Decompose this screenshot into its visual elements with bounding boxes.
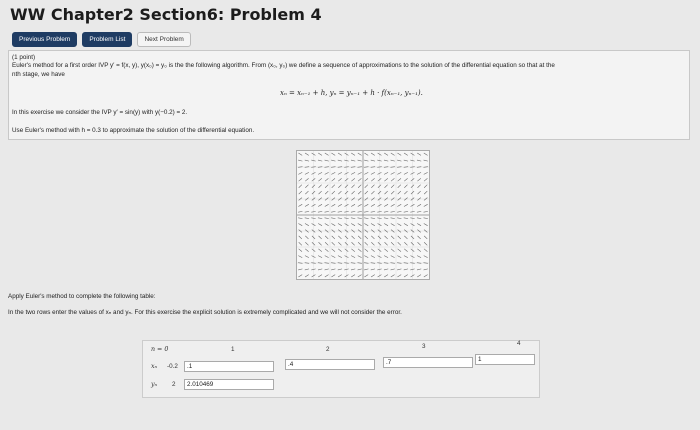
slope-segment: [404, 249, 407, 252]
slope-segment: [332, 191, 335, 194]
y-row-label: yₙ: [151, 381, 158, 388]
slope-segment: [298, 211, 302, 212]
slope-segment: [371, 172, 375, 174]
slope-segment: [305, 160, 309, 161]
slope-segment: [424, 172, 428, 174]
slope-segment: [391, 172, 395, 174]
slope-segment: [331, 204, 335, 206]
slope-segment: [305, 204, 309, 206]
slope-segment: [418, 191, 421, 194]
y0-value: 2: [172, 381, 176, 388]
slope-segment: [319, 236, 322, 239]
x0-value: -0.2: [167, 363, 178, 370]
slope-segment: [305, 242, 308, 245]
slope-segment: [384, 218, 388, 219]
slope-segment: [391, 275, 395, 277]
x-row-label: xₙ: [151, 363, 158, 370]
slope-segment: [358, 242, 361, 245]
slope-segment: [325, 242, 328, 245]
slope-segment: [385, 236, 388, 239]
slope-segment: [305, 256, 309, 258]
slope-segment: [299, 178, 302, 181]
slope-segment: [305, 191, 308, 194]
slope-segment: [384, 204, 388, 206]
slope-segment: [305, 275, 309, 277]
slope-segment: [332, 178, 335, 181]
slope-segment: [338, 172, 342, 174]
slope-segment: [318, 269, 322, 270]
slope-segment: [371, 185, 374, 188]
slope-segment: [391, 178, 394, 181]
slope-segment: [358, 256, 362, 258]
slope-segment: [325, 275, 329, 277]
note-text: In the two rows enter the values of xₙ and yₙ. For this exercise the explicit solution is extremely complicated and we will not consider the error.: [8, 309, 402, 316]
slope-segment: [364, 211, 368, 212]
slope-segment: [352, 191, 355, 194]
slope-segment: [338, 218, 342, 219]
slope-segment: [417, 256, 421, 258]
slope-segment: [338, 178, 341, 181]
slope-segment: [318, 218, 322, 219]
slope-segment: [325, 256, 329, 258]
slope-segment: [397, 269, 401, 270]
slope-segment: [351, 160, 355, 161]
slope-segment: [371, 269, 375, 270]
slope-segment: [351, 211, 355, 212]
slope-segment: [391, 249, 394, 252]
slope-segment: [417, 153, 421, 155]
slope-segment: [424, 236, 427, 239]
slope-segment: [385, 191, 388, 194]
slope-segment: [385, 185, 388, 188]
slope-segment: [371, 275, 375, 277]
slope-segment: [384, 178, 387, 181]
slope-segment: [351, 249, 354, 252]
slope-segment: [298, 160, 302, 161]
previous-problem-button[interactable]: Previous Problem: [12, 32, 77, 47]
points-label: (1 point): [12, 54, 36, 61]
slope-segment: [364, 218, 368, 219]
slope-segment: [351, 178, 354, 181]
slope-segment: [384, 211, 388, 212]
slope-segment: [299, 249, 302, 252]
slope-segment: [299, 242, 302, 245]
col-header-2: 2: [326, 346, 330, 353]
slope-segment: [305, 224, 309, 226]
slope-segment: [365, 191, 368, 194]
slope-segment: [418, 242, 421, 245]
slope-segment: [417, 275, 421, 277]
slope-segment: [404, 224, 408, 226]
slope-segment: [358, 236, 361, 239]
slope-segment: [298, 218, 302, 219]
col-header-4: 4: [517, 340, 521, 347]
slope-segment: [331, 275, 335, 277]
slope-segment: [298, 204, 302, 206]
slope-segment: [418, 185, 421, 188]
slope-segment: [351, 275, 355, 277]
slope-segment: [424, 191, 427, 194]
intro-text-continued: nth stage, we have: [12, 71, 65, 78]
slope-segment: [325, 236, 328, 239]
slope-segment: [325, 191, 328, 194]
slope-segment: [424, 178, 427, 181]
slope-segment: [364, 153, 368, 155]
slope-segment: [351, 256, 355, 258]
slope-segment: [358, 269, 362, 270]
slope-segment: [384, 275, 388, 277]
slope-segment: [424, 204, 428, 206]
slope-segment: [398, 185, 401, 188]
slope-segment: [352, 236, 355, 239]
slope-segment: [358, 160, 362, 161]
slope-segment: [391, 204, 395, 206]
slope-segment: [397, 172, 401, 174]
slope-segment: [298, 256, 302, 258]
slope-segment: [338, 269, 342, 270]
slope-segment: [410, 218, 414, 219]
x4-input[interactable]: 1: [475, 354, 535, 365]
slope-segment: [398, 191, 401, 194]
slope-segment: [344, 218, 348, 219]
slope-segment: [397, 160, 401, 161]
slope-segment: [424, 249, 427, 252]
slope-segment: [319, 191, 322, 194]
slope-segment: [318, 153, 322, 155]
slope-segment: [404, 204, 408, 206]
slope-segment: [424, 185, 427, 188]
slope-segment: [305, 153, 309, 155]
slope-segment: [338, 160, 342, 161]
slope-segment: [325, 269, 329, 270]
slope-segment: [417, 269, 421, 270]
slope-segment: [404, 185, 407, 188]
slope-segment: [331, 172, 335, 174]
slope-segment: [384, 172, 388, 174]
slope-segment: [371, 211, 375, 212]
slope-segment: [365, 178, 368, 181]
slope-segment: [364, 172, 368, 174]
slope-segment: [364, 256, 368, 258]
slope-segment: [358, 204, 362, 206]
problem-list-button[interactable]: Problem List: [82, 32, 132, 47]
slope-segment: [391, 242, 394, 245]
slope-segment: [404, 218, 408, 219]
slope-segment: [398, 242, 401, 245]
slope-segment: [358, 211, 362, 212]
page-title: WW Chapter2 Section6: Problem 4: [10, 5, 322, 24]
slope-segment: [305, 185, 308, 188]
slope-segment: [418, 236, 421, 239]
problem-nav: [12, 32, 191, 47]
slope-segment: [397, 256, 401, 258]
slope-segment: [358, 185, 361, 188]
slope-segment: [332, 236, 335, 239]
slope-segment: [331, 269, 335, 270]
slope-segment: [331, 218, 335, 219]
slope-segment: [331, 153, 335, 155]
slope-segment: [371, 191, 374, 194]
slope-segment: [305, 218, 309, 219]
slope-segment: [325, 218, 329, 219]
slope-segment: [325, 172, 329, 174]
slope-segment: [298, 172, 302, 174]
slope-segment: [398, 249, 401, 252]
slope-segment: [385, 242, 388, 245]
euler-recurrence: xₙ = xₙ₋₁ + h, yₙ = yₙ₋₁ + h · f(xₙ₋₁, yₙ₋₁).: [280, 89, 423, 97]
slope-segment: [391, 236, 394, 239]
col-header-3: 3: [422, 343, 426, 350]
slope-segment: [318, 160, 322, 161]
slope-segment: [404, 153, 408, 155]
slope-segment: [371, 236, 374, 239]
y1-input[interactable]: 2.010469: [184, 379, 274, 390]
slope-segment: [377, 218, 381, 219]
slope-segment: [338, 224, 342, 226]
slope-segment: [358, 153, 362, 155]
slope-segment: [311, 218, 315, 219]
slope-segment: [358, 218, 362, 219]
slope-segment: [371, 218, 375, 219]
slope-segment: [391, 256, 395, 258]
slope-segment: [365, 242, 368, 245]
next-problem-button[interactable]: Next Problem: [137, 32, 190, 47]
slope-segment: [384, 249, 387, 252]
slope-segment: [417, 178, 420, 181]
slope-segment: [391, 185, 394, 188]
slope-segment: [404, 242, 407, 245]
slope-segment: [384, 153, 388, 155]
slope-segment: [364, 160, 368, 161]
x3-input[interactable]: .7: [383, 357, 473, 368]
slope-segment: [398, 236, 401, 239]
slope-segment: [305, 249, 308, 252]
slope-segment: [391, 211, 395, 212]
slope-segment: [424, 269, 428, 270]
slope-segment: [338, 275, 342, 277]
slope-segment: [404, 256, 408, 258]
slope-segment: [417, 172, 421, 174]
slope-segment: [318, 178, 321, 181]
slope-segment: [338, 236, 341, 239]
slope-segment: [325, 249, 328, 252]
slope-segment: [397, 218, 401, 219]
slope-segment: [384, 224, 388, 226]
slope-segment: [377, 211, 381, 212]
slope-segment: [305, 236, 308, 239]
slope-field-plot: [296, 150, 430, 280]
slope-segment: [417, 218, 421, 219]
slope-segment: [364, 275, 368, 277]
slope-segment: [371, 224, 375, 226]
slope-segment: [397, 211, 401, 212]
apply-text: Apply Euler's method to complete the following table:: [8, 293, 156, 300]
slope-segment: [417, 211, 421, 212]
slope-segment: [417, 204, 421, 206]
slope-segment: [299, 236, 302, 239]
slope-segment: [332, 249, 335, 252]
slope-segment: [344, 211, 348, 212]
slope-segment: [365, 249, 368, 252]
slope-segment: [351, 269, 355, 270]
slope-segment: [325, 211, 329, 212]
slope-segment: [364, 269, 368, 270]
slope-segment: [325, 204, 329, 206]
slope-segment: [397, 204, 401, 206]
slope-segment: [410, 211, 414, 212]
slope-segment: [338, 191, 341, 194]
slope-segment: [319, 185, 322, 188]
slope-segment: [352, 242, 355, 245]
slope-segment: [351, 172, 355, 174]
slope-segment: [417, 160, 421, 161]
slope-segment: [351, 204, 355, 206]
slope-segment: [358, 178, 361, 181]
slope-segment: [397, 224, 401, 226]
slope-segment: [358, 191, 361, 194]
slope-segment: [319, 242, 322, 245]
slope-segment: [318, 256, 322, 258]
slope-segment: [404, 275, 408, 277]
slope-segment: [424, 218, 428, 219]
slope-segment: [305, 211, 309, 212]
slope-segment: [384, 160, 388, 161]
slope-segment: [338, 211, 342, 212]
slope-segment: [424, 275, 428, 277]
slope-segment: [318, 249, 321, 252]
slope-segment: [404, 269, 408, 270]
slope-segment: [338, 204, 342, 206]
slope-segment: [371, 242, 374, 245]
slope-segment: [331, 256, 335, 258]
slope-segment: [424, 153, 428, 155]
slope-segment: [371, 160, 375, 161]
slope-segment: [332, 242, 335, 245]
slope-segment: [351, 224, 355, 226]
slope-segment: [338, 185, 341, 188]
slope-segment: [298, 269, 302, 270]
slope-segment: [332, 185, 335, 188]
slope-segment: [397, 153, 401, 155]
slope-segment: [398, 178, 401, 181]
slope-segment: [404, 236, 407, 239]
slope-segment: [371, 249, 374, 252]
slope-segment: [338, 256, 342, 258]
slope-segment: [358, 275, 362, 277]
slope-segment: [371, 153, 375, 155]
slope-segment: [391, 153, 395, 155]
slope-segment: [305, 178, 308, 181]
slope-segment: [384, 256, 388, 258]
slope-segment: [391, 191, 394, 194]
slope-segment: [364, 224, 368, 226]
x2-input[interactable]: .4: [285, 359, 375, 370]
slope-segment: [424, 160, 428, 161]
slope-segment: [404, 172, 408, 174]
slope-segment: [338, 249, 341, 252]
slope-segment: [318, 211, 322, 212]
slope-segment: [331, 160, 335, 161]
slope-segment: [358, 224, 362, 226]
slope-segment: [331, 224, 335, 226]
slope-segment: [318, 204, 322, 206]
slope-segment: [318, 172, 322, 174]
slope-segment: [318, 275, 322, 277]
slope-segment: [305, 269, 309, 270]
slope-segment: [325, 185, 328, 188]
slope-segment: [299, 185, 302, 188]
slope-segment: [371, 256, 375, 258]
slope-segment: [404, 178, 407, 181]
slope-segment: [397, 275, 401, 277]
slope-segment: [364, 204, 368, 206]
x1-input[interactable]: .1: [184, 361, 274, 372]
slope-segment: [365, 236, 368, 239]
slope-segment: [351, 218, 355, 219]
slope-segment: [371, 204, 375, 206]
slope-segment: [391, 269, 395, 270]
slope-segment: [298, 153, 302, 155]
slope-segment: [391, 218, 395, 219]
slope-segment: [417, 249, 420, 252]
slope-segment: [311, 211, 315, 212]
slope-segment: [371, 178, 374, 181]
slope-field-svg: [297, 151, 429, 279]
slope-segment: [404, 211, 408, 212]
slope-segment: [338, 242, 341, 245]
slope-segment: [305, 172, 309, 174]
slope-segment: [404, 160, 408, 161]
slope-segment: [299, 191, 302, 194]
slope-segment: [358, 249, 361, 252]
slope-segment: [338, 153, 342, 155]
slope-segment: [365, 185, 368, 188]
slope-segment: [358, 172, 362, 174]
slope-segment: [351, 153, 355, 155]
slope-segment: [424, 256, 428, 258]
slope-segment: [424, 211, 428, 212]
slope-segment: [391, 224, 395, 226]
col-header-1: 1: [231, 346, 235, 353]
slope-segment: [404, 191, 407, 194]
slope-segment: [352, 185, 355, 188]
ivp-text: In this exercise we consider the IVP y′ = sin(y) with y(−0.2) = 2.: [12, 109, 188, 116]
slope-segment: [424, 242, 427, 245]
slope-segment: [391, 160, 395, 161]
slope-segment: [331, 211, 335, 212]
slope-segment: [318, 224, 322, 226]
slope-segment: [325, 153, 329, 155]
slope-segment: [325, 178, 328, 181]
slope-segment: [325, 224, 329, 226]
slope-segment: [417, 224, 421, 226]
slope-segment: [384, 269, 388, 270]
slope-segment: [298, 224, 302, 226]
n-label: n = 0: [151, 346, 169, 353]
instruction-text: Use Euler's method with h = 0.3 to approximate the solution of the differential equation.: [12, 127, 255, 134]
intro-text: Euler's method for a first order IVP y′ = f(x, y), y(x₀) = y₀ is the the following algorithm. From (x₀, y₀) we define a sequence of approximations to the solution of the differential equation so that at the: [12, 62, 555, 69]
slope-segment: [298, 275, 302, 277]
slope-segment: [424, 224, 428, 226]
slope-segment: [325, 160, 329, 161]
